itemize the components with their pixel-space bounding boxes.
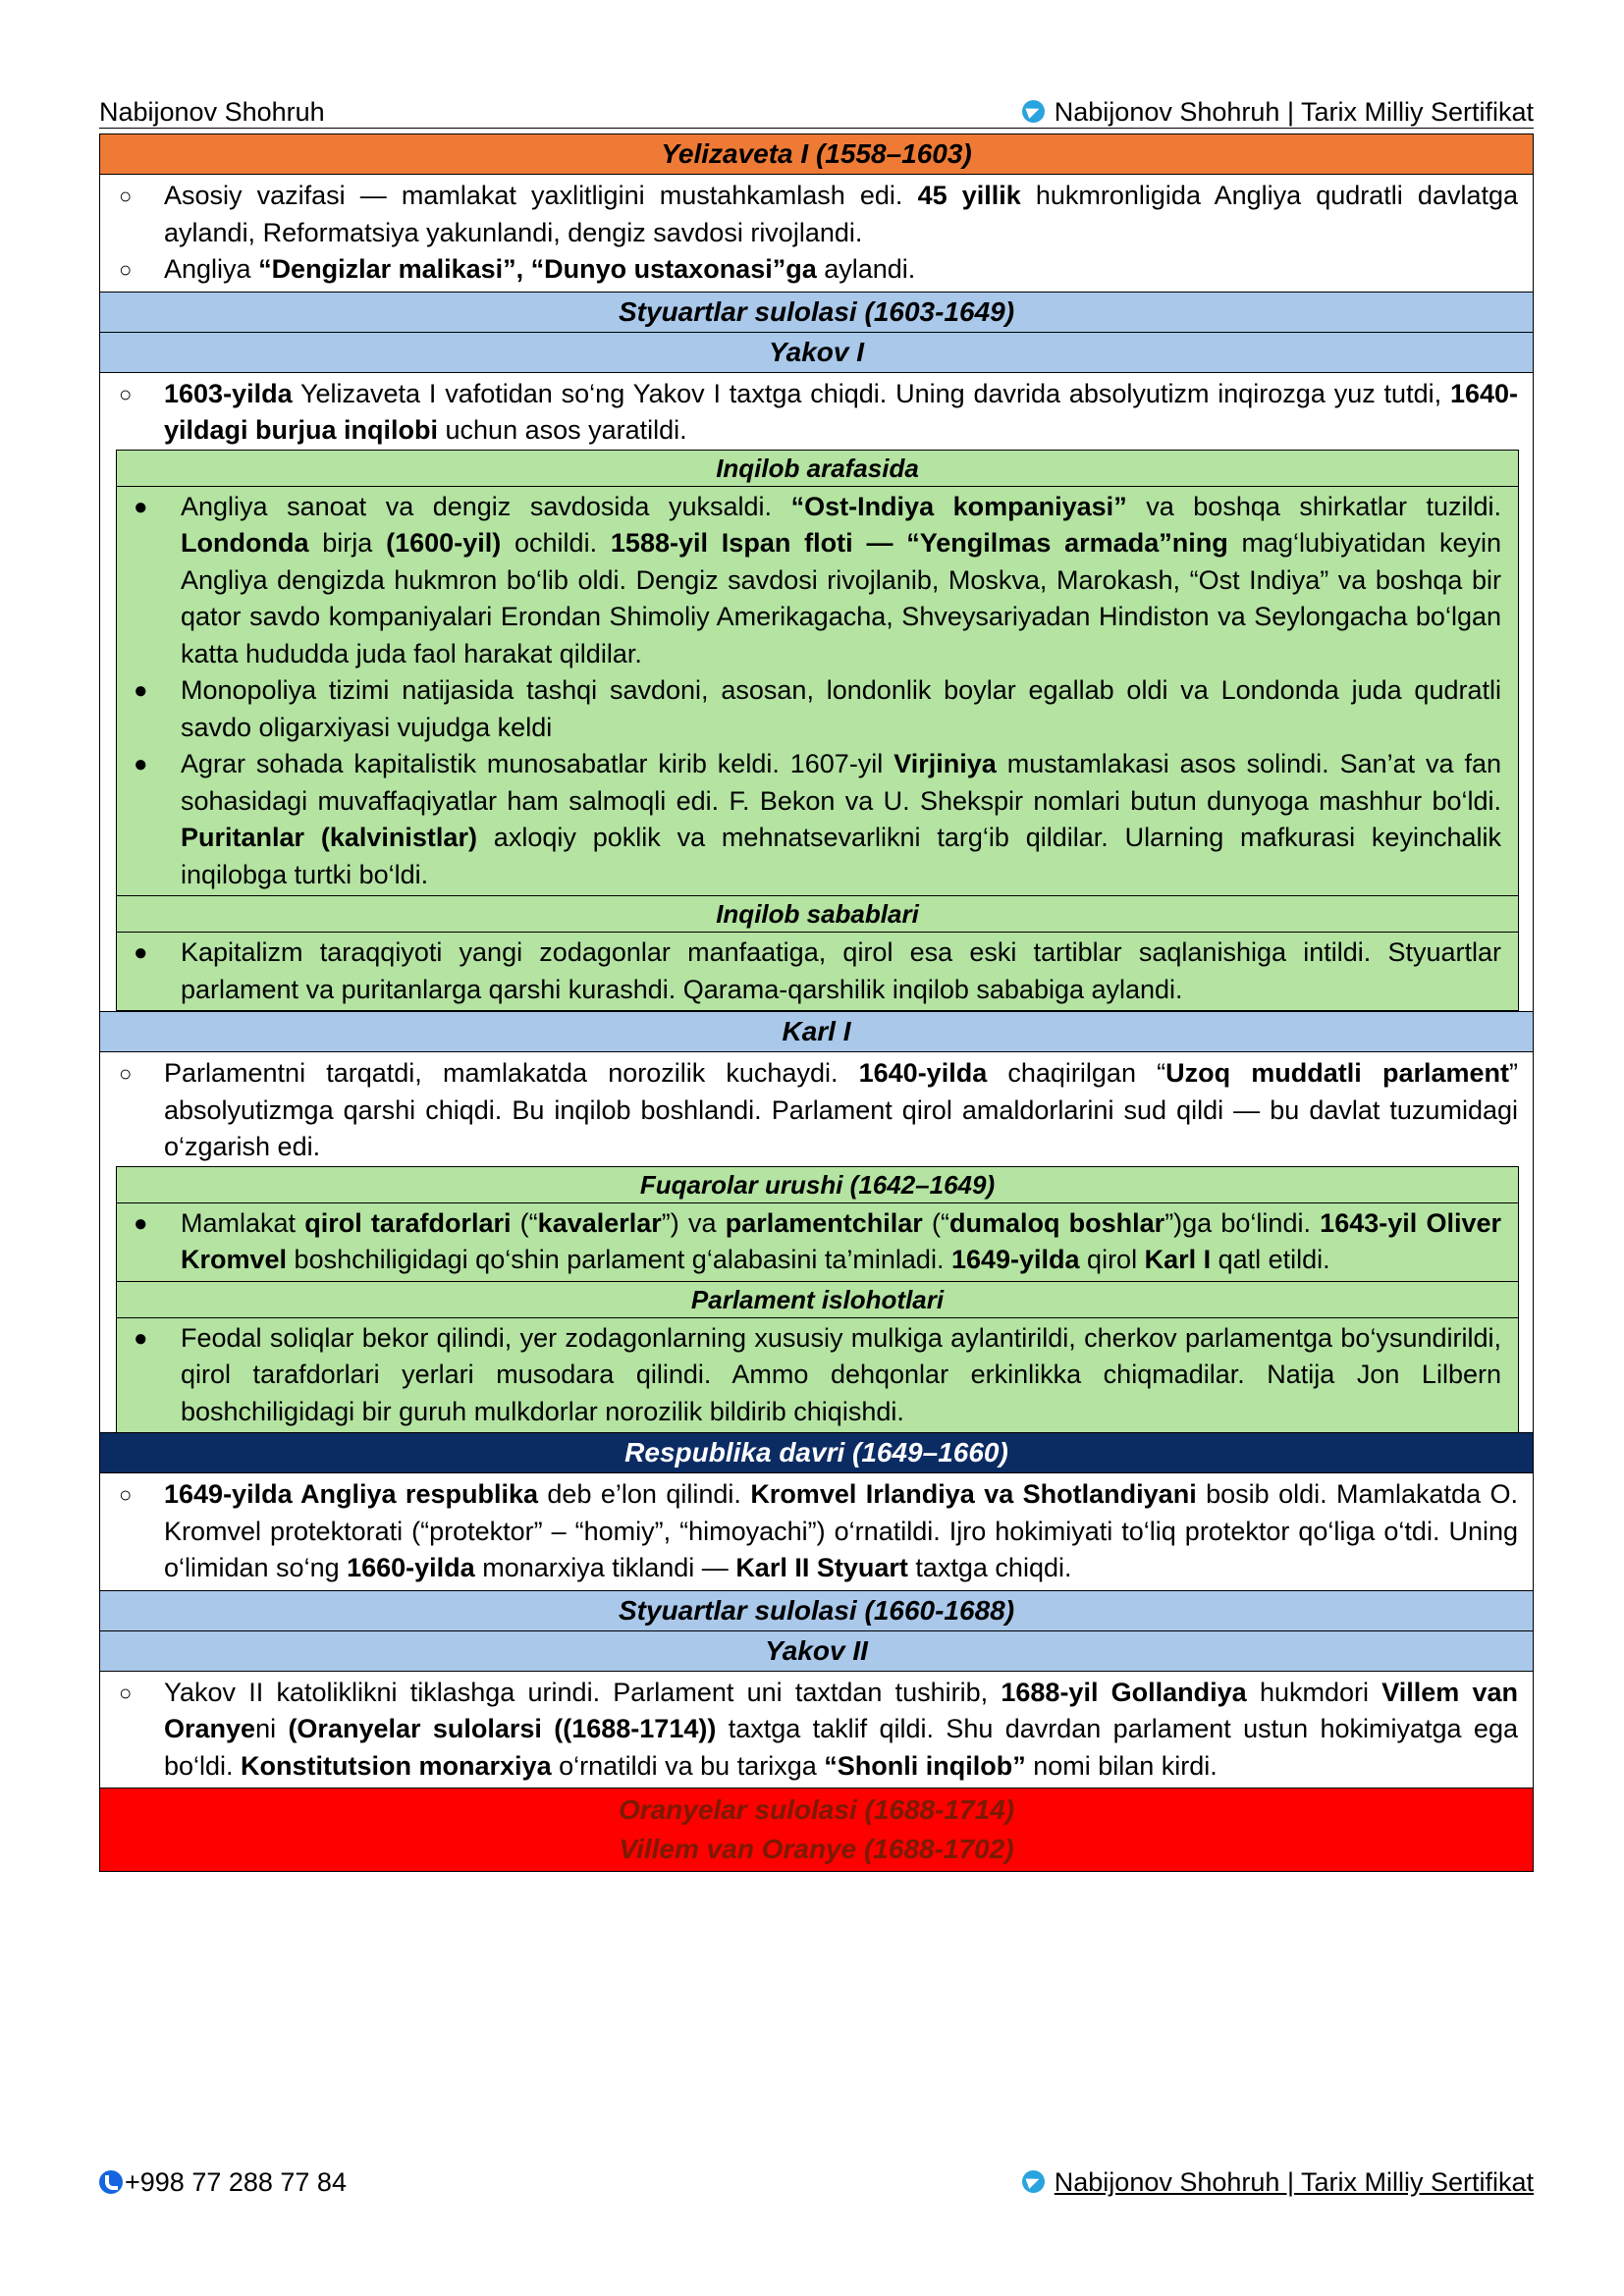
page-footer — [99, 2164, 1534, 2200]
circle-marker: ○ — [119, 1482, 133, 1507]
section-title-yakov-2: Yakov II — [100, 1631, 1533, 1672]
header-channel-text: Nabijonov Shohruh | Tarix Milliy Sertifikat — [1054, 97, 1534, 127]
bullet-marker: ● — [134, 493, 148, 520]
footer-channel-link[interactable] — [1022, 2164, 1534, 2200]
list-item: ○ 1603-yilda Yelizaveta I vafotidan so‘ng Yakov I taxtga chiqdi. Uning davrida absolyutizm inqirozga yuz tutdi, 1640-yildagi burjua inqilobi uchun asos yaratildi. — [164, 376, 1518, 450]
section-title-styuartlar-2: Styuartlar sulolasi (1660-1688) — [100, 1591, 1533, 1631]
telegram-icon — [1022, 2170, 1045, 2193]
karl-1-body — [100, 1052, 1533, 1433]
arafasida-body — [117, 487, 1518, 897]
villem-title: Villem van Oranye (1688-1702) — [619, 1834, 1014, 1864]
telegram-icon — [1022, 100, 1045, 123]
circle-marker: ○ — [119, 1061, 133, 1086]
footer-phone-text: +998 77 288 77 84 — [125, 2167, 347, 2197]
page-header — [99, 96, 1534, 129]
yelizaveta-body — [100, 175, 1533, 293]
urush-body — [117, 1203, 1518, 1282]
list-item: ● Feodal soliqlar bekor qilindi, yer zodagonlarning xususiy mulkiga aylantirildi, cherkov parlamentga bo‘ysundirildi, qirol tarafdorlari yerlari musodara qilindi. Ammo dehqonlar erkinlikka chiqmadilar. Natija Jon Lilbern boshchiligidagi bir guruh mulkdorlar norozilik bildirib chiqishdi. — [181, 1320, 1501, 1431]
section-title-yakov-1: Yakov I — [100, 333, 1533, 373]
history-table — [99, 133, 1534, 1872]
header-channel[interactable] — [1022, 96, 1534, 128]
section-title-oranyelar — [100, 1789, 1533, 1871]
footer-channel-text: Nabijonov Shohruh | Tarix Milliy Sertifikat — [1054, 2167, 1534, 2197]
list-item: ● Mamlakat qirol tarafdorlari (“kavalerlar”) va parlamentchilar (“dumaloq boshlar”)ga bo‘lindi. 1643-yil Oliver Kromvel boshchiligidagi qo‘shin parlament g‘alabasini ta’minladi. 1649-yilda qirol Karl I qatl etildi. — [181, 1205, 1501, 1279]
header-author: Nabijonov Shohruh — [99, 97, 325, 127]
footer-phone[interactable] — [99, 2164, 347, 2200]
list-item: ○ 1649-yilda Angliya respublika deb e’lon qilindi. Kromvel Irlandiya va Shotlandiyani bosib oldi. Mamlakatda O. Kromvel protektorati (“protektor” – “homiy”, “himoyachi”) o‘rnatildi. Ijro hokimiyati to‘liq protektor qo‘liga o‘tdi. Uning o‘limidan so‘ng 1660-yilda monarxiya tiklandi — Karl II Styuart taxtga chiqdi. — [164, 1476, 1518, 1587]
respublika-body — [100, 1473, 1533, 1591]
section-title-karl-1: Karl I — [100, 1012, 1533, 1052]
circle-marker: ○ — [119, 1680, 133, 1705]
bullet-marker: ● — [134, 1324, 148, 1352]
bullet-marker: ● — [134, 939, 148, 966]
circle-marker: ○ — [119, 257, 133, 282]
circle-marker: ○ — [119, 184, 133, 208]
bullet-marker: ● — [134, 1209, 148, 1237]
sabablari-body — [117, 933, 1518, 1011]
subsection-title-urush: Fuqarolar urushi (1642–1649) — [117, 1167, 1518, 1203]
subsection-title-islohotlar: Parlament islohotlari — [117, 1282, 1518, 1318]
section-title-yelizaveta: Yelizaveta I (1558–1603) — [100, 134, 1533, 175]
list-item: ○ Yakov II katoliklikni tiklashga urindi. Parlament uni taxtdan tushirib, 1688-yil Gollandiya hukmdori Villem van Oranyeni (Oranyelar sulolarsi ((1688-1714)) taxtga taklif qildi. Shu davrdan parlament ustun hokimiyatga ega bo‘ldi. Konstitutsion monarxiya o‘rnatildi va bu tarixga “Shonli inqilob” nomi bilan kirdi. — [164, 1675, 1518, 1786]
bullet-marker: ● — [134, 751, 148, 777]
phone-icon — [99, 2170, 123, 2194]
yakov-1-body — [100, 373, 1533, 1013]
list-item: ● Angliya sanoat va dengiz savdosida yuksaldi. “Ost-Indiya kompaniyasi” va boshqa shirkatlar tuzildi. Londonda birja (1600-yil) ochildi. 1588-yil Ispan floti — “Yengilmas armada”ning mag‘lubiyatidan keyin Angliya dengizda hukmron bo‘lib oldi. Dengiz savdosi rivojlanib, Moskva, Marokash, “Ost Indiya” va boshqa bir qator savdo kompaniyalari Erondan Shimoliy Amerikagacha, Shveysariyadan Hindiston va Seylongacha bo‘lgan katta hududda juda faol harakat qildilar. — [181, 489, 1501, 673]
list-item: ● Agrar sohada kapitalistik munosabatlar kirib keldi. 1607-yil Virjiniya mustamlakasi asos solindi. San’at va fan sohasidagi muvaffaqiyatlar ham salmoqli edi. F. Bekon va U. Shekspir nomlari butun dunyoga mashhur bo‘ldi. Puritanlar (kalvinistlar) axloqiy poklik va mehnatsevarlikni targ‘ib qildilar. Ularning mafkurasi keyinchalik inqilobga turtki bo‘ldi. — [181, 746, 1501, 893]
oranyelar-title: Oranyelar sulolasi (1688-1714) — [618, 1794, 1015, 1825]
list-item: ○ Angliya “Dengizlar malikasi”, “Dunyo ustaxonasi”ga aylandi. — [164, 251, 1518, 289]
subsection-title-sabablari: Inqilob sabablari — [117, 896, 1518, 933]
list-item: ○ Asosiy vazifasi — mamlakat yaxlitligini mustahkamlash edi. 45 yillik hukmronligida Angliya qudratli davlatga aylandi, Reformatsiya yakunlandi, dengiz savdosi rivojlandi. — [164, 178, 1518, 251]
islohotlar-body — [117, 1318, 1518, 1433]
green-box-yakov-1 — [116, 450, 1519, 1012]
circle-marker: ○ — [119, 381, 133, 406]
list-item: ● Monopoliya tizimi natijasida tashqi savdoni, asosan, londonlik boylar egallab oldi va Londonda juda qudratli savdo oligarxiyasi vujudga keldi — [181, 672, 1501, 746]
subsection-title-arafasida: Inqilob arafasida — [117, 451, 1518, 487]
yakov-2-body — [100, 1672, 1533, 1789]
list-item: ○ Parlamentni tarqatdi, mamlakatda norozilik kuchaydi. 1640-yilda chaqirilgan “Uzoq muddatli parlament” absolyutizmga qarshi chiqdi. Bu inqilob boshlandi. Parlament qirol amaldorlarini sud qildi — bu davlat tuzumidagi o‘zgarish edi. — [164, 1055, 1518, 1166]
section-title-respublika: Respublika davri (1649–1660) — [100, 1433, 1533, 1473]
bullet-marker: ● — [134, 677, 148, 704]
section-title-styuartlar-1: Styuartlar sulolasi (1603-1649) — [100, 293, 1533, 333]
green-box-karl-1 — [116, 1166, 1519, 1433]
list-item: ● Kapitalizm taraqqiyoti yangi zodagonlar manfaatiga, qirol esa eski tartiblar saqlanishiga intildi. Styuartlar parlament va puritanlarga qarshi kurashdi. Qarama-qarshilik inqilob sababiga aylandi. — [181, 934, 1501, 1008]
